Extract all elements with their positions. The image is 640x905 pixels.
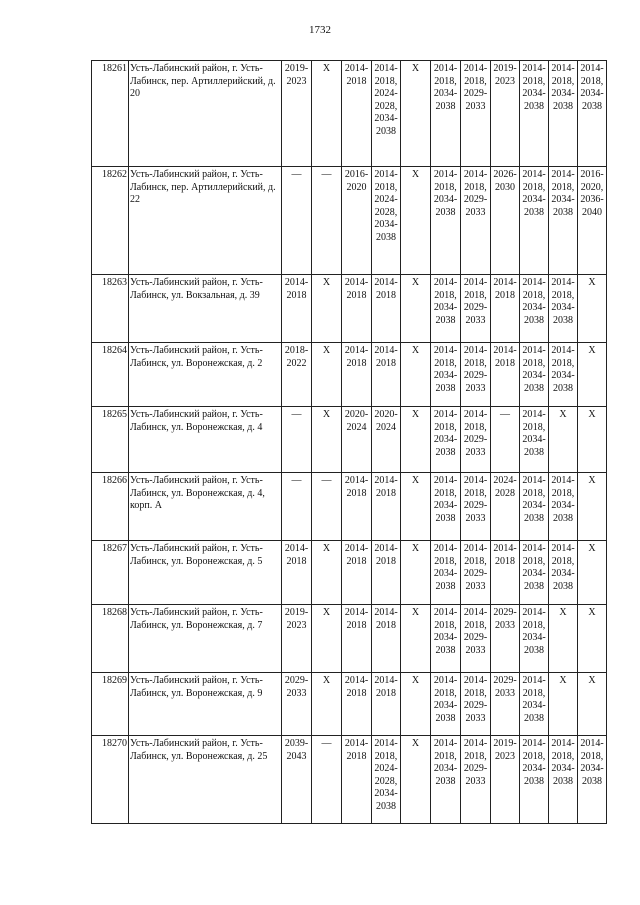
period-value: 2014- 2018 [374, 543, 398, 567]
period-cell [312, 407, 342, 473]
period-value: 2014- 2018, 2034- 2038 [433, 409, 458, 458]
period-cell [282, 61, 312, 167]
period-cell [282, 167, 312, 275]
period-value: 2014- 2018, 2024- 2028, 2034- 2038 [374, 63, 398, 137]
period-cell [401, 736, 431, 824]
period-cell [578, 605, 607, 673]
period-cell [312, 673, 342, 736]
period-value: 2014- 2018 [344, 543, 369, 567]
table-row [92, 673, 607, 736]
record-number: 18266 [92, 473, 129, 541]
period-cell [372, 167, 401, 275]
period-cell [431, 61, 461, 167]
period-value: Х [588, 607, 596, 618]
period-value: 2014- 2018, 2034- 2038 [551, 345, 575, 394]
period-value: Х [411, 738, 420, 749]
period-cell [549, 407, 578, 473]
period-value: 2014- 2018 [344, 63, 369, 87]
period-cell [549, 167, 578, 275]
period-value: 2014- 2018, 2034- 2038 [433, 345, 458, 394]
period-cell [491, 275, 520, 343]
period-value: Х [411, 169, 420, 180]
period-cell [401, 605, 431, 673]
period-cell [431, 167, 461, 275]
period-value: 2014- 2018 [344, 675, 369, 699]
period-value: 2026- 2030 [493, 169, 517, 193]
period-value: Х [322, 675, 331, 686]
period-value: 2014- 2018, 2034- 2038 [433, 738, 458, 787]
period-cell [520, 61, 549, 167]
period-value: Х [411, 345, 420, 356]
table-row [92, 407, 607, 473]
period-value: 2014- 2018, 2034- 2038 [580, 63, 604, 112]
page-number: 1732 [309, 24, 331, 36]
period-value: — [321, 738, 332, 749]
address-cell: Усть-Лабинский район, г. Усть-Лабинск, ул. Воронежская, д. 25 [129, 736, 282, 824]
period-value: — [291, 169, 302, 180]
period-cell [372, 343, 401, 407]
period-cell [461, 541, 491, 605]
period-cell [461, 343, 491, 407]
period-value: Х [411, 409, 420, 420]
period-cell [461, 605, 491, 673]
address-cell: Усть-Лабинский район, г. Усть-Лабинск, ул. Воронежская, д. 5 [129, 541, 282, 605]
period-value: 2014- 2018 [344, 475, 369, 499]
period-cell [431, 736, 461, 824]
period-value: 2014- 2018, 2034- 2038 [522, 738, 546, 787]
period-cell [431, 673, 461, 736]
period-value: 2019- 2023 [493, 63, 517, 87]
period-cell [372, 407, 401, 473]
record-number: 18265 [92, 407, 129, 473]
period-value: 2014- 2018, 2024- 2028, 2034- 2038 [374, 169, 398, 243]
period-value: 2024- 2028 [493, 475, 517, 499]
period-cell [342, 605, 372, 673]
table-row [92, 605, 607, 673]
period-value: Х [411, 607, 420, 618]
table-row [92, 473, 607, 541]
period-cell [342, 541, 372, 605]
period-cell [431, 275, 461, 343]
address-cell: Усть-Лабинский район, г. Усть-Лабинск, пер. Артиллерийский, д. 22 [129, 167, 282, 275]
period-cell [491, 673, 520, 736]
period-value: Х [559, 675, 567, 686]
period-value: Х [322, 409, 331, 420]
period-cell [491, 343, 520, 407]
period-cell [282, 605, 312, 673]
period-cell [491, 605, 520, 673]
period-value: 2014- 2018, 2034- 2038 [433, 475, 458, 524]
period-cell [282, 736, 312, 824]
period-cell [282, 541, 312, 605]
period-cell [342, 275, 372, 343]
period-value: Х [588, 475, 596, 486]
period-value: 2014- 2018, 2034- 2038 [551, 277, 575, 326]
period-value: 2019- 2023 [284, 63, 309, 87]
period-value: 2014- 2018 [374, 277, 398, 301]
period-cell [491, 61, 520, 167]
period-cell [520, 407, 549, 473]
record-number: 18269 [92, 673, 129, 736]
period-cell [342, 167, 372, 275]
period-cell [549, 673, 578, 736]
period-cell [578, 61, 607, 167]
period-cell [578, 343, 607, 407]
period-value: Х [411, 277, 420, 288]
period-value: 2019- 2023 [284, 607, 309, 631]
period-cell [520, 541, 549, 605]
period-value: — [321, 169, 332, 180]
period-value: 2014- 2018 [344, 738, 369, 762]
period-cell [401, 673, 431, 736]
period-value: 2014- 2018 [374, 607, 398, 631]
period-cell [461, 407, 491, 473]
period-value: 2014- 2018, 2029- 2033 [463, 277, 488, 326]
period-cell [342, 343, 372, 407]
period-value: Х [411, 675, 420, 686]
period-value: 2014- 2018, 2029- 2033 [463, 409, 488, 458]
period-cell [549, 343, 578, 407]
period-cell [549, 473, 578, 541]
period-value: 2029- 2033 [284, 675, 309, 699]
period-cell [372, 605, 401, 673]
period-cell [520, 605, 549, 673]
period-cell [431, 473, 461, 541]
period-cell [372, 275, 401, 343]
period-cell [401, 343, 431, 407]
period-value: 2014- 2018 [374, 345, 398, 369]
period-value: 2014- 2018, 2034- 2038 [433, 63, 458, 112]
period-value: Х [411, 63, 420, 74]
period-value: Х [588, 345, 596, 356]
period-value: 2019- 2023 [493, 738, 517, 762]
period-cell [578, 673, 607, 736]
address-cell: Усть-Лабинский район, г. Усть-Лабинск, ул. Воронежская, д. 4, корп. А [129, 473, 282, 541]
address-cell: Усть-Лабинский район, г. Усть-Лабинск, ул. Воронежская, д. 7 [129, 605, 282, 673]
period-cell [401, 473, 431, 541]
period-value: 2014- 2018, 2029- 2033 [463, 543, 488, 592]
record-number: 18267 [92, 541, 129, 605]
period-cell [491, 167, 520, 275]
address-cell: Усть-Лабинский район, г. Усть-Лабинск, ул. Воронежская, д. 2 [129, 343, 282, 407]
table-row [92, 541, 607, 605]
period-cell [401, 61, 431, 167]
period-cell [461, 736, 491, 824]
period-cell [342, 736, 372, 824]
period-cell [312, 736, 342, 824]
period-cell [312, 605, 342, 673]
period-value: Х [322, 607, 331, 618]
period-value: Х [322, 345, 331, 356]
period-value: 2014- 2018 [374, 675, 398, 699]
period-value: Х [322, 63, 331, 74]
period-cell [312, 167, 342, 275]
period-value: — [321, 475, 332, 486]
table-row [92, 167, 607, 275]
period-value: 2014- 2018, 2029- 2033 [463, 345, 488, 394]
period-cell [282, 673, 312, 736]
period-value: Х [322, 277, 331, 288]
period-cell [401, 407, 431, 473]
table-row [92, 343, 607, 407]
period-cell [342, 407, 372, 473]
period-value: 2014- 2018, 2034- 2038 [522, 169, 546, 218]
record-number: 18263 [92, 275, 129, 343]
period-value: 2014- 2018, 2029- 2033 [463, 169, 488, 218]
period-cell [312, 61, 342, 167]
period-value: 2014- 2018 [284, 543, 309, 567]
period-cell [431, 407, 461, 473]
period-value: 2014- 2018, 2034- 2038 [522, 675, 546, 724]
record-number: 18261 [92, 61, 129, 167]
period-cell [549, 541, 578, 605]
period-value: 2014- 2018 [493, 345, 517, 369]
period-value: 2014- 2018, 2034- 2038 [522, 607, 546, 656]
period-cell [578, 736, 607, 824]
record-number: 18268 [92, 605, 129, 673]
period-value: 2014- 2018, 2029- 2033 [463, 738, 488, 787]
period-value: 2014- 2018, 2034- 2038 [551, 543, 575, 592]
period-cell [520, 736, 549, 824]
period-value: Х [588, 409, 596, 420]
period-value: 2029- 2033 [493, 607, 517, 631]
period-value: 2014- 2018, 2034- 2038 [522, 543, 546, 592]
period-cell [520, 275, 549, 343]
period-value: Х [588, 543, 596, 554]
period-value: Х [588, 675, 596, 686]
period-value: — [500, 409, 510, 420]
period-cell [282, 275, 312, 343]
period-value: Х [411, 543, 420, 554]
record-number: 18270 [92, 736, 129, 824]
period-cell [491, 473, 520, 541]
period-cell [282, 343, 312, 407]
address-cell: Усть-Лабинский район, г. Усть-Лабинск, ул. Воронежская, д. 9 [129, 673, 282, 736]
period-cell [372, 473, 401, 541]
period-cell [282, 473, 312, 541]
address-cell: Усть-Лабинский район, г. Усть-Лабинск, ул. Воронежская, д. 4 [129, 407, 282, 473]
period-value: 2014- 2018, 2034- 2038 [433, 169, 458, 218]
period-cell [461, 473, 491, 541]
period-value: 2016- 2020, 2036- 2040 [580, 169, 604, 218]
period-value: 2014- 2018, 2034- 2038 [522, 63, 546, 112]
period-cell [461, 275, 491, 343]
period-value: 2014- 2018, 2034- 2038 [522, 409, 546, 458]
record-number: 18264 [92, 343, 129, 407]
period-value: 2039- 2043 [284, 738, 309, 762]
period-value: 2014- 2018, 2034- 2038 [551, 475, 575, 524]
period-cell [312, 343, 342, 407]
period-cell [491, 736, 520, 824]
period-value: 2014- 2018 [284, 277, 309, 301]
period-value: 2014- 2018 [493, 543, 517, 567]
period-value: 2014- 2018, 2034- 2038 [433, 675, 458, 724]
period-value: Х [559, 607, 567, 618]
period-value: 2014- 2018, 2034- 2038 [580, 738, 604, 787]
table-row [92, 275, 607, 343]
address-cell: Усть-Лабинский район, г. Усть-Лабинск, пер. Артиллерийский, д. 20 [129, 61, 282, 167]
period-value: 2018- 2022 [284, 345, 309, 369]
table-row [92, 61, 607, 167]
period-value: 2014- 2018, 2029- 2033 [463, 63, 488, 112]
period-value: 2014- 2018 [344, 607, 369, 631]
period-value: 2014- 2018 [374, 475, 398, 499]
period-cell [461, 167, 491, 275]
period-cell [401, 167, 431, 275]
period-cell [282, 407, 312, 473]
period-cell [549, 605, 578, 673]
period-value: 2016- 2020 [344, 169, 369, 193]
period-value: 2020- 2024 [374, 409, 398, 433]
period-value: — [291, 475, 302, 486]
period-cell [372, 61, 401, 167]
period-cell [491, 541, 520, 605]
period-cell [491, 407, 520, 473]
period-cell [461, 673, 491, 736]
period-value: 2029- 2033 [493, 675, 517, 699]
period-cell [520, 167, 549, 275]
period-cell [520, 473, 549, 541]
period-cell [372, 541, 401, 605]
period-cell [549, 61, 578, 167]
housing-register-table [91, 60, 607, 824]
period-value: 2014- 2018, 2034- 2038 [551, 63, 575, 112]
period-cell [578, 473, 607, 541]
period-cell [312, 275, 342, 343]
period-cell [401, 275, 431, 343]
period-value: 2014- 2018 [344, 345, 369, 369]
period-value: 2020- 2024 [344, 409, 369, 433]
period-cell [578, 541, 607, 605]
period-value: 2014- 2018, 2034- 2038 [433, 607, 458, 656]
period-value: 2014- 2018, 2029- 2033 [463, 475, 488, 524]
address-cell: Усть-Лабинский район, г. Усть-Лабинск, ул. Вокзальная, д. 39 [129, 275, 282, 343]
period-cell [372, 673, 401, 736]
period-value: 2014- 2018, 2029- 2033 [463, 675, 488, 724]
period-value: Х [411, 475, 420, 486]
period-cell [431, 541, 461, 605]
period-cell [342, 473, 372, 541]
period-value: 2014- 2018 [493, 277, 517, 301]
period-cell [520, 343, 549, 407]
period-value: 2014- 2018, 2024- 2028, 2034- 2038 [374, 738, 398, 812]
period-value: Х [588, 277, 596, 288]
period-cell [431, 605, 461, 673]
period-value: — [291, 409, 302, 420]
period-cell [312, 473, 342, 541]
period-value: Х [559, 409, 567, 420]
period-cell [461, 61, 491, 167]
period-value: 2014- 2018, 2034- 2038 [551, 738, 575, 787]
period-value: 2014- 2018, 2029- 2033 [463, 607, 488, 656]
period-cell [401, 541, 431, 605]
period-value: 2014- 2018 [344, 277, 369, 301]
record-number: 18262 [92, 167, 129, 275]
period-cell [342, 673, 372, 736]
period-cell [549, 275, 578, 343]
period-cell [578, 167, 607, 275]
period-cell [431, 343, 461, 407]
period-cell [312, 541, 342, 605]
period-cell [372, 736, 401, 824]
period-cell [342, 61, 372, 167]
period-value: 2014- 2018, 2034- 2038 [522, 475, 546, 524]
period-cell [578, 275, 607, 343]
period-cell [520, 673, 549, 736]
period-value: 2014- 2018, 2034- 2038 [522, 345, 546, 394]
period-value: 2014- 2018, 2034- 2038 [433, 543, 458, 592]
period-value: 2014- 2018, 2034- 2038 [551, 169, 575, 218]
period-value: Х [322, 543, 331, 554]
table-row [92, 736, 607, 824]
period-cell [549, 736, 578, 824]
period-value: 2014- 2018, 2034- 2038 [522, 277, 546, 326]
period-value: 2014- 2018, 2034- 2038 [433, 277, 458, 326]
period-cell [578, 407, 607, 473]
